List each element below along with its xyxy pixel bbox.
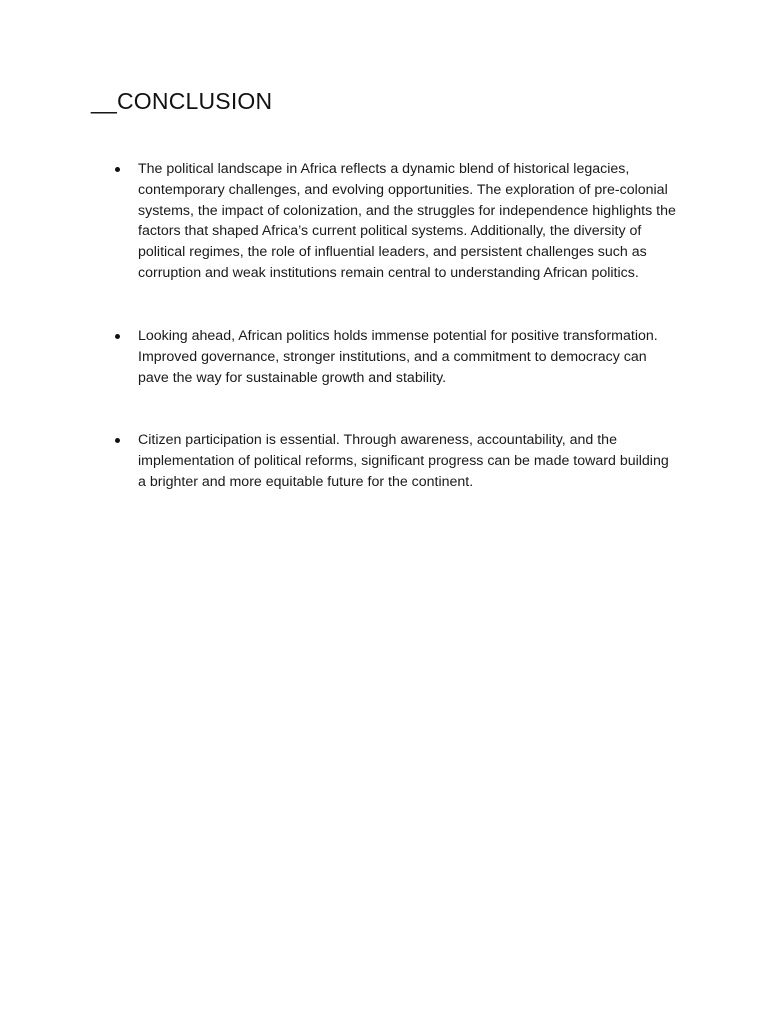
bullet-icon: [115, 334, 120, 339]
paragraph: Citizen participation is essential. Through awareness, accountability, and the implementation of political reforms, significant progress can be made toward building a brighter and more equitable future for the continent.: [138, 432, 669, 490]
bullet-icon: [115, 167, 120, 172]
paragraph: Looking ahead, African politics holds immense potential for positive transformation. Improved governance, stronger institutions, and a commitment to democracy can pave the way for sustainable growth and stability.: [138, 328, 658, 386]
page-title: __CONCLUSION: [91, 88, 273, 114]
bullet-icon: [115, 438, 120, 443]
paragraph: The political landscape in Africa reflects a dynamic blend of historical legacies, contemporary challenges, and evolving opportunities. The exploration of pre-colonial systems, the impact of colonization, and the struggles for independence highlights the factors that shaped Africa’s current political systems. Additionally, the diversity of political regimes, the role of influential leaders, and persistent challenges such as corruption and weak institutions remain central to understanding African politics.: [138, 161, 676, 281]
